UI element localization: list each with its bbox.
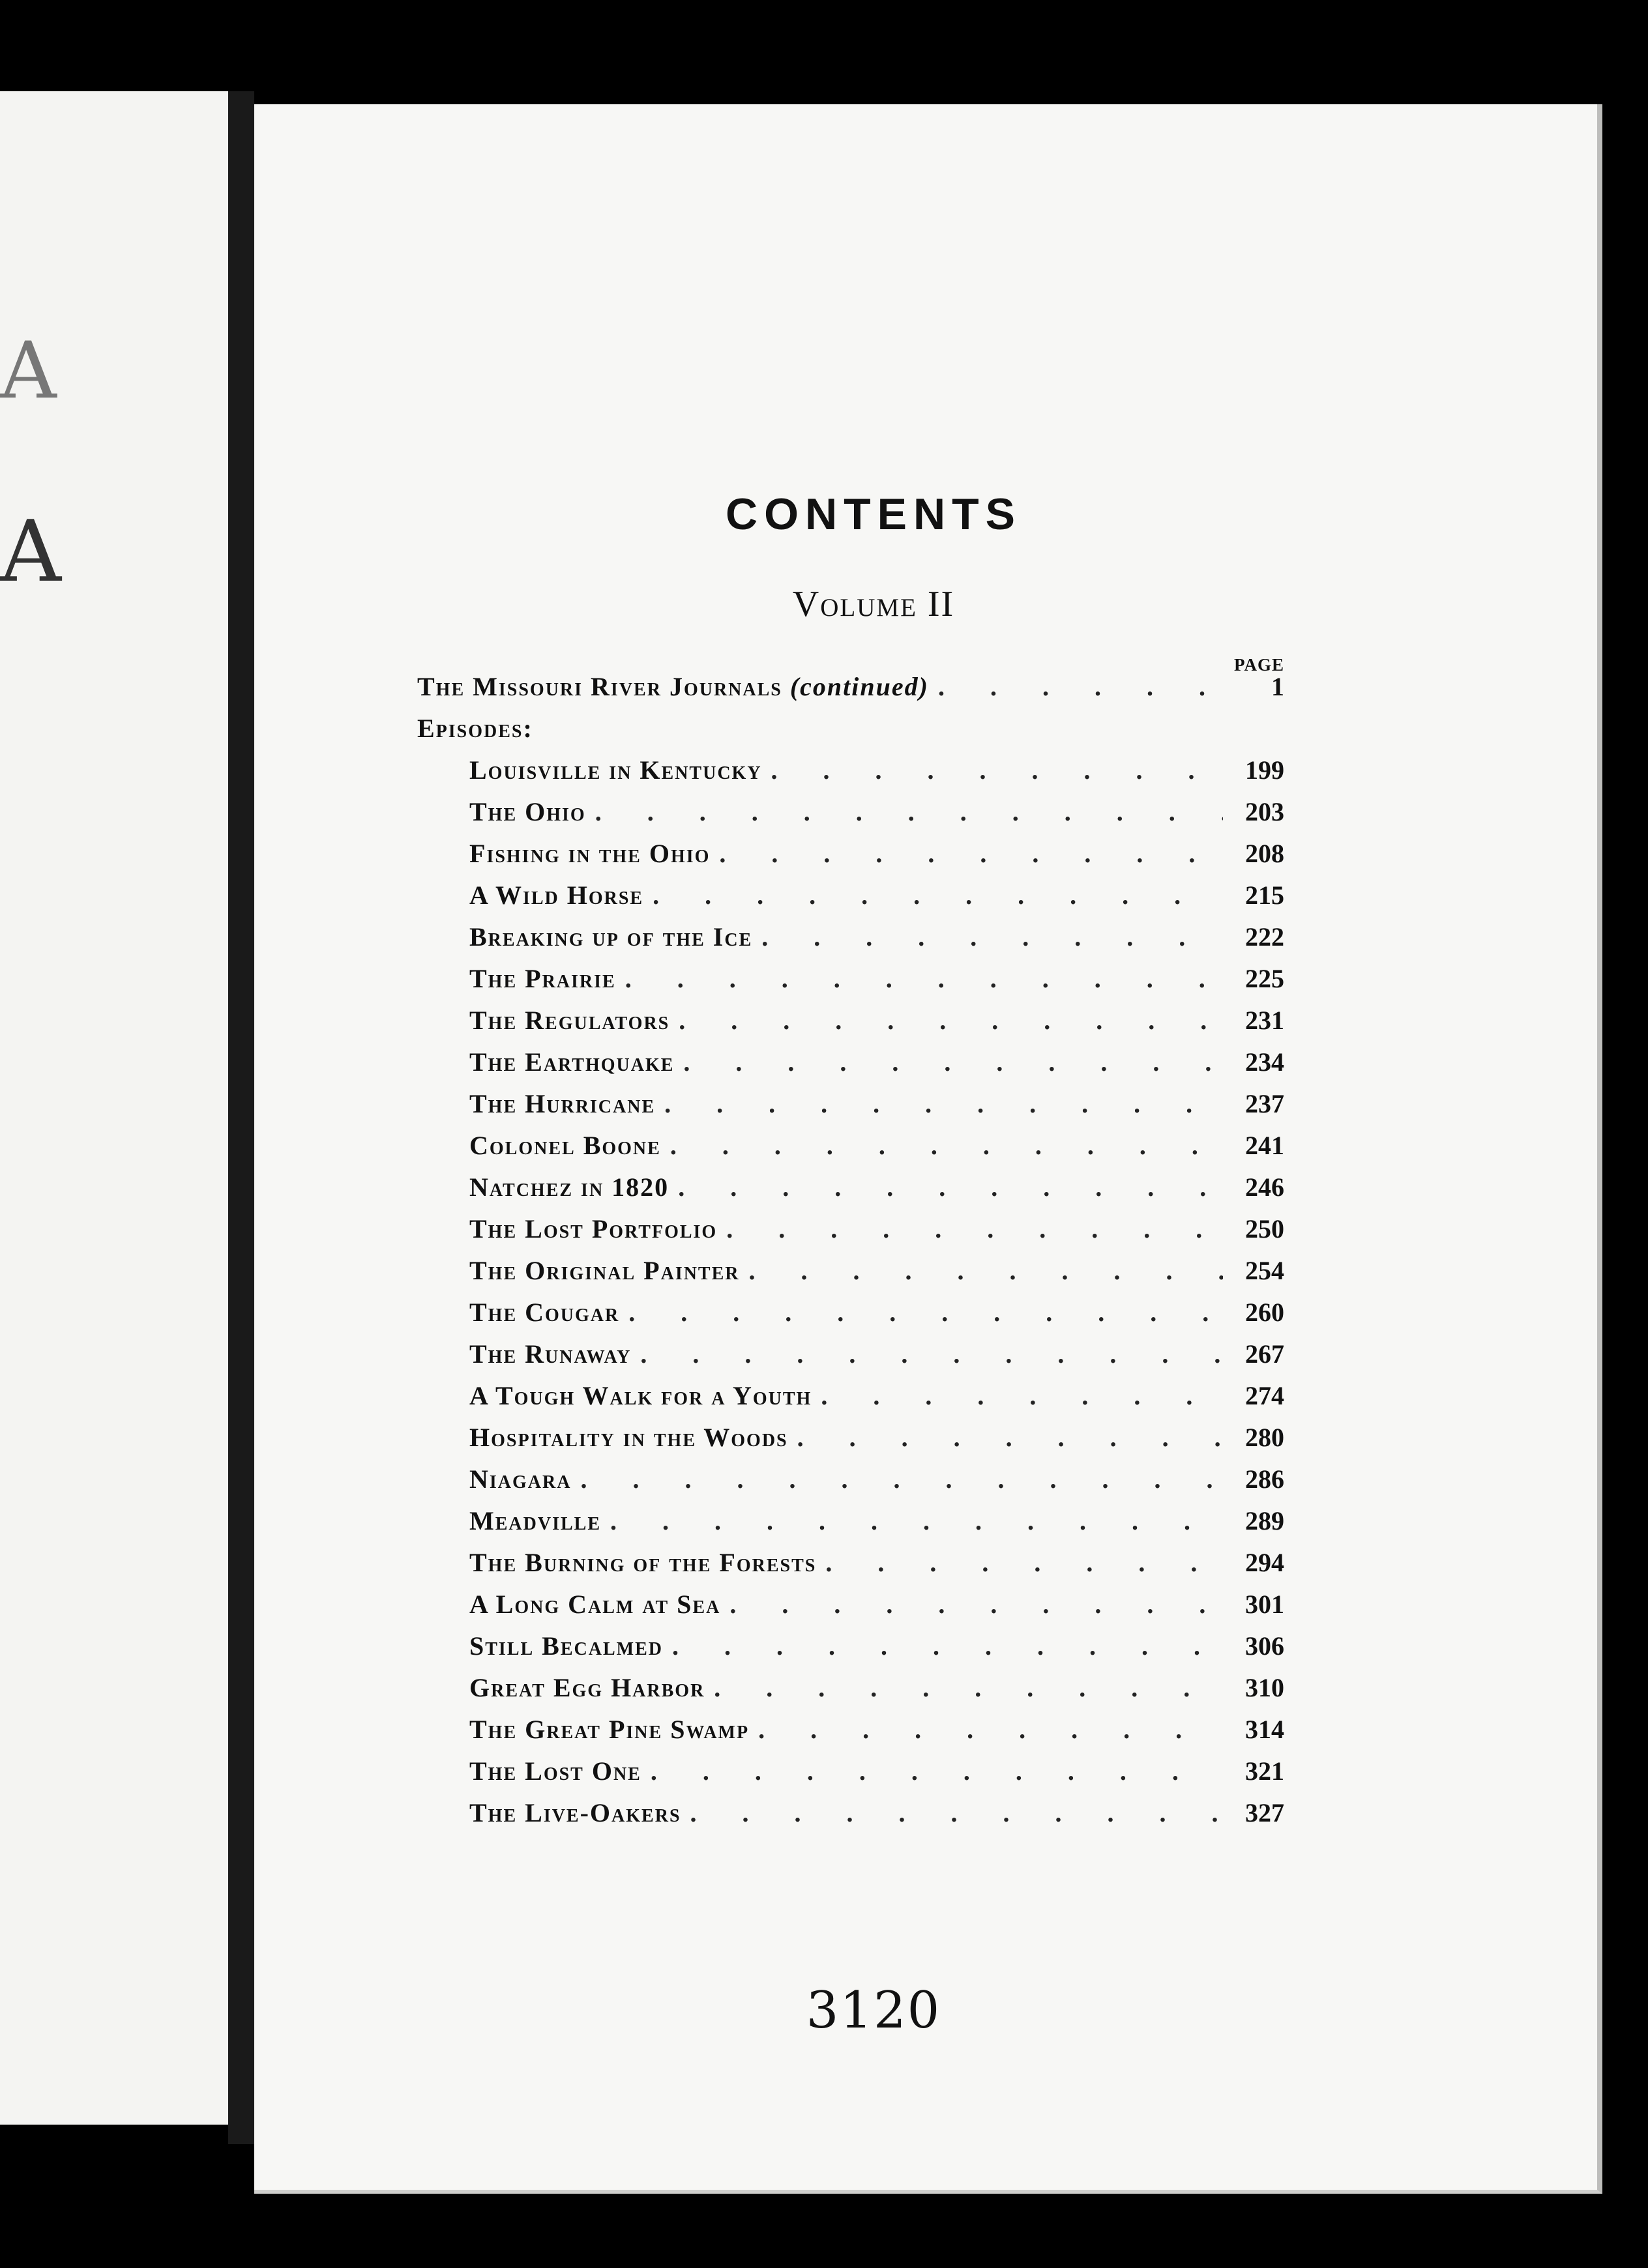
- episode-list: [417, 755, 1284, 1839]
- toc-entry-page: 1: [1271, 672, 1284, 701]
- toc-entry: [417, 1088, 1284, 1130]
- toc-entry: [417, 1297, 1284, 1339]
- dot-leader: [749, 1255, 1223, 1286]
- dot-leader: [679, 1005, 1223, 1036]
- toc-entry-title: Breaking up of the Ice: [469, 922, 753, 952]
- toc-entry-page: 280: [1245, 1423, 1284, 1452]
- toc-entry-page: 199: [1245, 755, 1284, 785]
- toc-entry-page: 222: [1245, 922, 1284, 952]
- toc-entry: [417, 1631, 1284, 1672]
- dot-leader: [690, 1797, 1223, 1828]
- toc-entry: [417, 1464, 1284, 1505]
- toc-entry-page: 289: [1245, 1506, 1284, 1535]
- toc-entry: [417, 922, 1284, 963]
- toc-entry-title: Hospitality in the Woods: [469, 1423, 788, 1452]
- dot-leader: [580, 1464, 1223, 1494]
- toc-entry-title: A Wild Horse: [469, 880, 644, 910]
- toc-entry-title: A Tough Walk for a Youth: [469, 1381, 812, 1410]
- dot-leader: [714, 1672, 1223, 1703]
- toc-entry-page: 241: [1245, 1131, 1284, 1160]
- toc-entry-title: The Ohio: [469, 797, 586, 826]
- toc-entry: [417, 1505, 1284, 1547]
- toc-entry: [417, 1255, 1284, 1297]
- toc-entry: [417, 1714, 1284, 1756]
- toc-entry-page: 314: [1245, 1715, 1284, 1744]
- volume-heading: Volume II: [792, 584, 955, 624]
- dot-leader: [719, 838, 1223, 869]
- toc-entry-page: 225: [1245, 964, 1284, 993]
- toc-entry: [417, 1547, 1284, 1589]
- toc-entry: [417, 1172, 1284, 1214]
- dot-leader: [664, 1088, 1223, 1119]
- toc-entry-title: Fishing in the Ohio: [469, 839, 711, 868]
- dot-leader: [683, 1047, 1223, 1077]
- dot-leader: [625, 963, 1223, 994]
- toc-entry: [417, 963, 1284, 1005]
- toc-entry-title: The Lost One: [469, 1756, 641, 1786]
- toc-entry-title: Louisville in Kentucky: [469, 755, 762, 785]
- toc-entry-page: 203: [1245, 797, 1284, 826]
- dot-leader: [825, 1547, 1223, 1578]
- page-title: CONTENTS: [726, 489, 1022, 539]
- toc-entry-page: 231: [1245, 1006, 1284, 1035]
- facing-page-fragment: A: [0, 502, 61, 601]
- toc-entry: [417, 671, 1284, 713]
- facing-page-fragment: A: [0, 326, 57, 416]
- dot-leader: [771, 755, 1223, 785]
- table-of-contents: [417, 671, 1284, 1839]
- toc-entry-page: 327: [1245, 1798, 1284, 1827]
- toc-entry: [417, 796, 1284, 838]
- toc-entry-title: The Cougar: [469, 1298, 620, 1327]
- dot-leader: [729, 1589, 1223, 1620]
- dot-leader: [672, 1631, 1223, 1661]
- toc-entry-title: The Original Painter: [469, 1256, 740, 1285]
- toc-entry: [417, 1672, 1284, 1714]
- dot-leader: [821, 1380, 1223, 1411]
- toc-entry: [417, 838, 1284, 880]
- toc-entry-page: 215: [1245, 880, 1284, 910]
- toc-entry-page: 301: [1245, 1590, 1284, 1619]
- toc-entry-title: The Hurricane: [469, 1089, 656, 1118]
- binding-gutter: [228, 91, 254, 2144]
- toc-entry-page: 237: [1245, 1089, 1284, 1118]
- toc-entry-title: The Regulators: [469, 1006, 670, 1035]
- toc-entry: [417, 1339, 1284, 1380]
- toc-entry: [417, 1214, 1284, 1255]
- toc-entry-page: 246: [1245, 1172, 1284, 1202]
- toc-entry-page: 254: [1245, 1256, 1284, 1285]
- toc-entry-page: 294: [1245, 1548, 1284, 1577]
- dot-leader: [758, 1714, 1223, 1745]
- toc-entry-title: Still Becalmed: [469, 1631, 663, 1661]
- dot-leader: [651, 1756, 1223, 1786]
- page-column-label: PAGE: [1234, 655, 1284, 675]
- toc-entry: [417, 1005, 1284, 1047]
- dot-leader: [628, 1297, 1223, 1328]
- facing-page: [0, 91, 250, 2125]
- toc-entry-page: 234: [1245, 1047, 1284, 1077]
- toc-entry-page: 208: [1245, 839, 1284, 868]
- toc-entry: [417, 1047, 1284, 1088]
- catalog-number: 3120: [806, 1981, 941, 2040]
- toc-entry-title: Meadville: [469, 1506, 602, 1535]
- toc-entry-title: Colonel Boone: [469, 1131, 661, 1160]
- toc-entry-title: The Missouri River Journals (continued): [417, 672, 929, 701]
- toc-entry: [417, 755, 1284, 796]
- dot-leader: [670, 1130, 1223, 1161]
- dot-leader: [797, 1422, 1223, 1453]
- toc-entry: [417, 1422, 1284, 1464]
- toc-entry-title: The Runaway: [469, 1339, 632, 1369]
- toc-entry-title: The Burning of the Forests: [469, 1548, 817, 1577]
- dot-leader: [640, 1339, 1223, 1369]
- toc-entry-title: A Long Calm at Sea: [469, 1590, 721, 1619]
- dot-leader: [938, 671, 1223, 702]
- toc-entry-title: The Earthquake: [469, 1047, 675, 1077]
- toc-entry: [417, 880, 1284, 922]
- toc-entry: [417, 1380, 1284, 1422]
- toc-entry-note: (continued): [789, 672, 929, 701]
- section-label: [417, 713, 1284, 755]
- dot-leader: [726, 1214, 1223, 1244]
- toc-entry-title: The Great Pine Swamp: [469, 1715, 750, 1744]
- section-label-text: Episodes:: [417, 714, 533, 743]
- toc-entry-title: The Live-Oakers: [469, 1798, 681, 1827]
- dot-leader: [678, 1172, 1223, 1202]
- dot-leader: [761, 922, 1223, 952]
- toc-entry: [417, 1589, 1284, 1631]
- toc-entry-page: 306: [1245, 1631, 1284, 1661]
- dot-leader: [595, 796, 1223, 827]
- contents-page: [254, 104, 1602, 2194]
- toc-entry-page: 250: [1245, 1214, 1284, 1243]
- toc-entry-title: The Prairie: [469, 964, 616, 993]
- toc-entry: [417, 1797, 1284, 1839]
- toc-entry: [417, 1756, 1284, 1797]
- toc-entry-title: Niagara: [469, 1464, 572, 1494]
- toc-entry-title: Natchez in 1820: [469, 1172, 670, 1202]
- toc-entry-title: Great Egg Harbor: [469, 1673, 705, 1702]
- dot-leader: [653, 880, 1223, 910]
- toc-entry-page: 274: [1245, 1381, 1284, 1410]
- toc-entry-page: 310: [1245, 1673, 1284, 1702]
- toc-entry-title: The Lost Portfolio: [469, 1214, 718, 1243]
- toc-entry: [417, 1130, 1284, 1172]
- dot-leader: [610, 1505, 1223, 1536]
- toc-entry-page: 321: [1245, 1756, 1284, 1786]
- toc-entry-page: 267: [1245, 1339, 1284, 1369]
- toc-entry-page: 260: [1245, 1298, 1284, 1327]
- toc-entry-page: 286: [1245, 1464, 1284, 1494]
